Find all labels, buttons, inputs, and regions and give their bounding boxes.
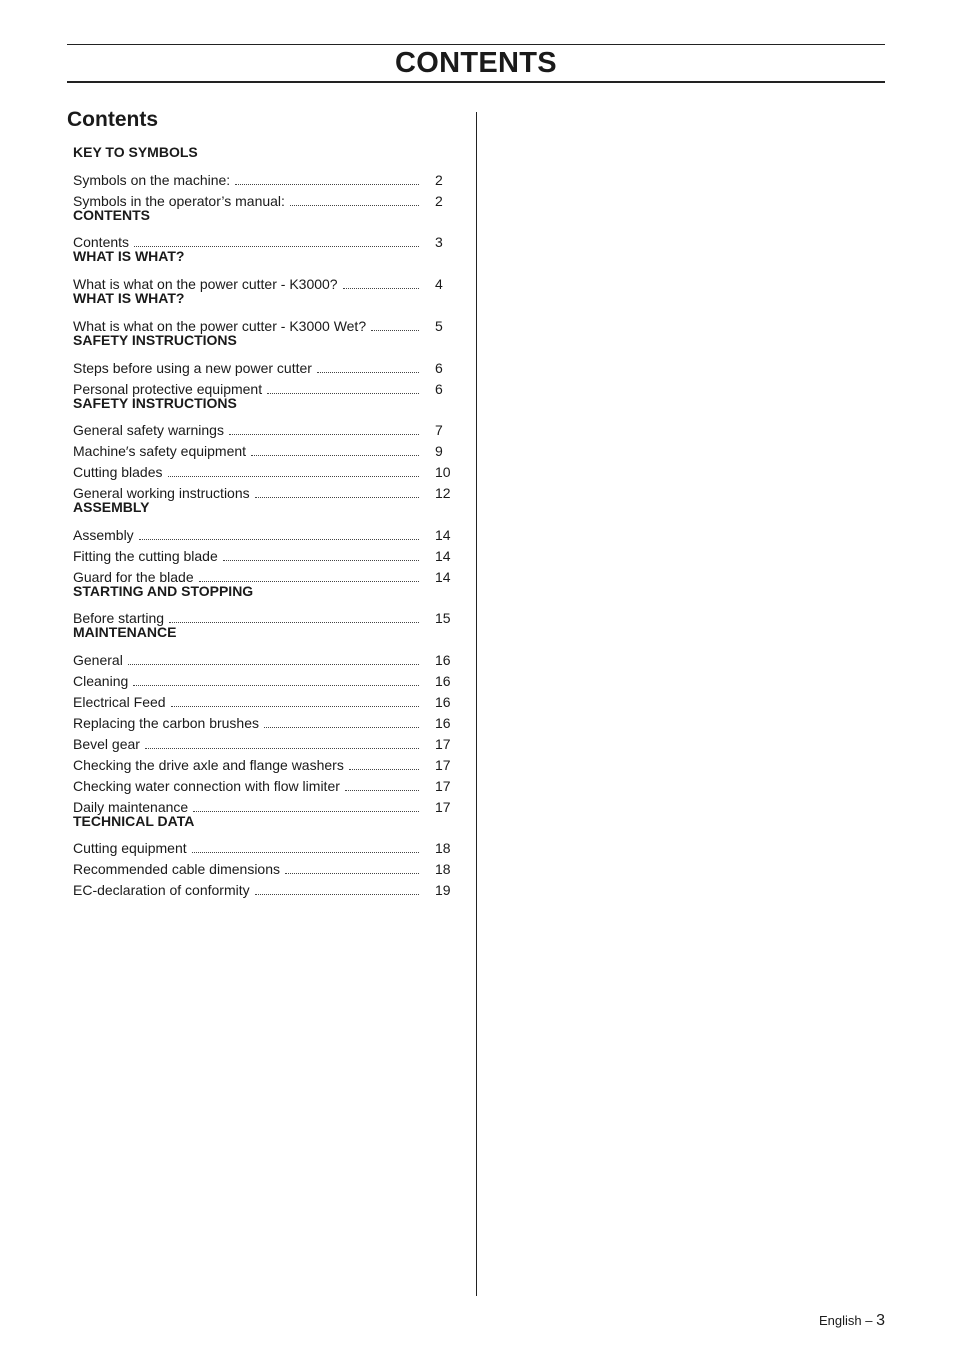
toc-entry-title: What is what on the power cutter - K3000 Wet?: [73, 318, 367, 335]
toc-entry-page: 18: [435, 840, 451, 857]
toc-entry-page: 2: [435, 192, 443, 209]
toc-group-heading: STARTING AND STOPPING: [73, 582, 254, 599]
footer-page-number: 3: [876, 1312, 885, 1329]
column-divider: [476, 112, 477, 1296]
toc-entry[interactable]: [73, 560, 463, 585]
dot-leader: [145, 727, 419, 749]
dot-leader: [290, 184, 419, 206]
toc-entry-title: Contents: [73, 234, 130, 251]
toc-entry-page: 7: [435, 422, 443, 439]
toc-entry-page: 14: [435, 526, 451, 543]
toc-entry-title: General: [73, 652, 123, 669]
toc-entry-title: What is what on the power cutter - K3000?: [73, 276, 338, 293]
header-rule-bottom: [67, 81, 885, 83]
page-footer: [819, 1311, 885, 1331]
toc-entry-title: Bevel gear: [73, 735, 140, 752]
toc-entry[interactable]: [73, 790, 463, 815]
toc-entry[interactable]: [73, 309, 463, 335]
table-of-contents: [73, 142, 463, 899]
toc-entry-title: Steps before using a new power cutter: [73, 359, 312, 376]
toc-entry[interactable]: [73, 455, 463, 481]
toc-entry-title: Symbols on the machine:: [73, 171, 231, 188]
toc-entry[interactable]: [73, 414, 463, 439]
toc-entry-title: Assembly: [73, 526, 134, 543]
footer-language: English: [818, 1313, 862, 1328]
dot-leader: [171, 685, 419, 707]
dot-leader: [251, 434, 419, 456]
toc-group-heading: TECHNICAL DATA: [73, 812, 195, 829]
toc-entry-page: 2: [435, 171, 443, 188]
toc-entry-page: 14: [435, 547, 451, 564]
toc-entry-page: 3: [435, 234, 443, 251]
toc-group-heading: WHAT IS WHAT?: [73, 248, 185, 265]
toc-entry-page: 16: [435, 694, 451, 711]
toc-group-heading: SAFETY INSTRUCTIONS: [73, 394, 237, 411]
toc-group-heading: SAFETY INSTRUCTIONS: [73, 332, 237, 349]
toc-entry-page: 18: [435, 861, 451, 878]
toc-entry[interactable]: [73, 476, 463, 502]
toc-entry-page: 4: [435, 276, 443, 293]
toc-entry-page: 17: [435, 777, 451, 794]
toc-entry-page: 16: [435, 714, 451, 731]
dot-leader: [139, 518, 419, 540]
section-heading: Contents: [67, 108, 158, 131]
dot-leader: [134, 226, 419, 248]
toc-entry-page: 17: [435, 756, 451, 773]
dot-leader: [169, 602, 419, 624]
dot-leader: [371, 309, 419, 331]
toc-entry-title: Electrical Feed: [73, 694, 166, 711]
dot-leader: [168, 455, 419, 477]
dot-leader: [317, 351, 419, 373]
dot-leader: [343, 267, 419, 289]
dot-leader: [345, 769, 419, 791]
toc-entry-page: 5: [435, 318, 443, 335]
toc-entry-page: 15: [435, 610, 451, 627]
dot-leader: [193, 790, 419, 812]
toc-entry[interactable]: [73, 602, 463, 627]
toc-entry-title: Symbols in the operator’s manual:: [73, 192, 285, 209]
page-title: CONTENTS: [395, 47, 557, 79]
toc-entry[interactable]: [73, 706, 463, 731]
dot-leader: [264, 706, 419, 728]
toc-entry-title: Cleaning: [73, 673, 129, 690]
toc-entry-title: Before starting: [73, 610, 165, 627]
toc-entry-page: 6: [435, 380, 443, 397]
toc-entry[interactable]: [73, 727, 463, 752]
dot-leader: [128, 643, 419, 665]
toc-entry-title: General working instructions: [73, 485, 250, 502]
toc-group-heading: CONTENTS: [73, 206, 150, 223]
dot-leader: [267, 372, 419, 394]
dot-leader: [255, 873, 419, 895]
toc-entry-page: 6: [435, 359, 443, 376]
toc-entry-title: Daily maintenance: [73, 798, 189, 815]
dot-leader: [223, 539, 419, 561]
toc-entry[interactable]: [73, 831, 463, 857]
toc-entry[interactable]: [73, 643, 463, 669]
header-rule-top: [67, 44, 885, 45]
dot-leader: [199, 560, 419, 582]
toc-entry[interactable]: [73, 163, 463, 188]
toc-entry-title: Cutting blades: [73, 464, 163, 481]
toc-entry[interactable]: [73, 518, 463, 543]
toc-entry-page: 17: [435, 798, 451, 815]
toc-entry-page: 12: [435, 485, 451, 502]
toc-entry[interactable]: [73, 267, 463, 293]
toc-entry-page: 19: [435, 882, 451, 899]
toc-group-heading: KEY TO SYMBOLS: [73, 144, 198, 160]
toc-entry-title: Replacing the carbon brushes: [73, 714, 260, 731]
dot-leader: [133, 664, 419, 686]
dot-leader: [229, 414, 419, 436]
toc-entry-page: 16: [435, 673, 451, 690]
toc-group-heading: WHAT IS WHAT?: [73, 290, 185, 307]
toc-entry[interactable]: [73, 351, 463, 376]
toc-entry-title: Checking water connection with flow limiter: [73, 777, 340, 794]
toc-entry[interactable]: [73, 664, 463, 690]
toc-entry-title: EC-declaration of conformity: [73, 882, 250, 899]
toc-entry-title: Fitting the cutting blade: [73, 547, 218, 564]
toc-entry[interactable]: [73, 769, 463, 794]
dot-leader: [285, 852, 419, 874]
toc-entry-title: Recommended cable dimensions: [73, 861, 280, 878]
toc-entry[interactable]: [73, 873, 463, 899]
toc-entry-title: Checking the drive axle and flange washers: [73, 756, 344, 773]
toc-entry-page: 9: [435, 443, 443, 460]
toc-group-heading: MAINTENANCE: [73, 624, 177, 641]
toc-entry-page: 10: [435, 464, 451, 481]
toc-entry[interactable]: [73, 748, 463, 773]
toc-entry-title: General safety warnings: [73, 422, 224, 439]
toc-entry-page: 16: [435, 652, 451, 669]
dot-leader: [349, 748, 419, 770]
toc-entry[interactable]: [73, 184, 463, 209]
toc-entry-title: Guard for the blade: [73, 568, 194, 585]
toc-entry-title: Machine′s safety equipment: [73, 443, 247, 460]
toc-entry[interactable]: [73, 539, 463, 564]
toc-entry[interactable]: [73, 434, 463, 460]
toc-entry-page: 14: [435, 568, 451, 585]
toc-entry-title: Cutting equipment: [73, 840, 187, 857]
dot-leader: [235, 163, 419, 185]
toc-entry[interactable]: [73, 372, 463, 397]
toc-entry-page: 17: [435, 735, 451, 752]
toc-entry[interactable]: [73, 685, 463, 711]
footer-separator: –: [865, 1313, 873, 1328]
dot-leader: [255, 476, 419, 498]
toc-entry-title: Personal protective equipment: [73, 380, 263, 397]
dot-leader: [192, 831, 419, 853]
toc-entry[interactable]: [73, 226, 463, 251]
toc-group-heading: ASSEMBLY: [73, 499, 150, 516]
toc-entry[interactable]: [73, 852, 463, 878]
